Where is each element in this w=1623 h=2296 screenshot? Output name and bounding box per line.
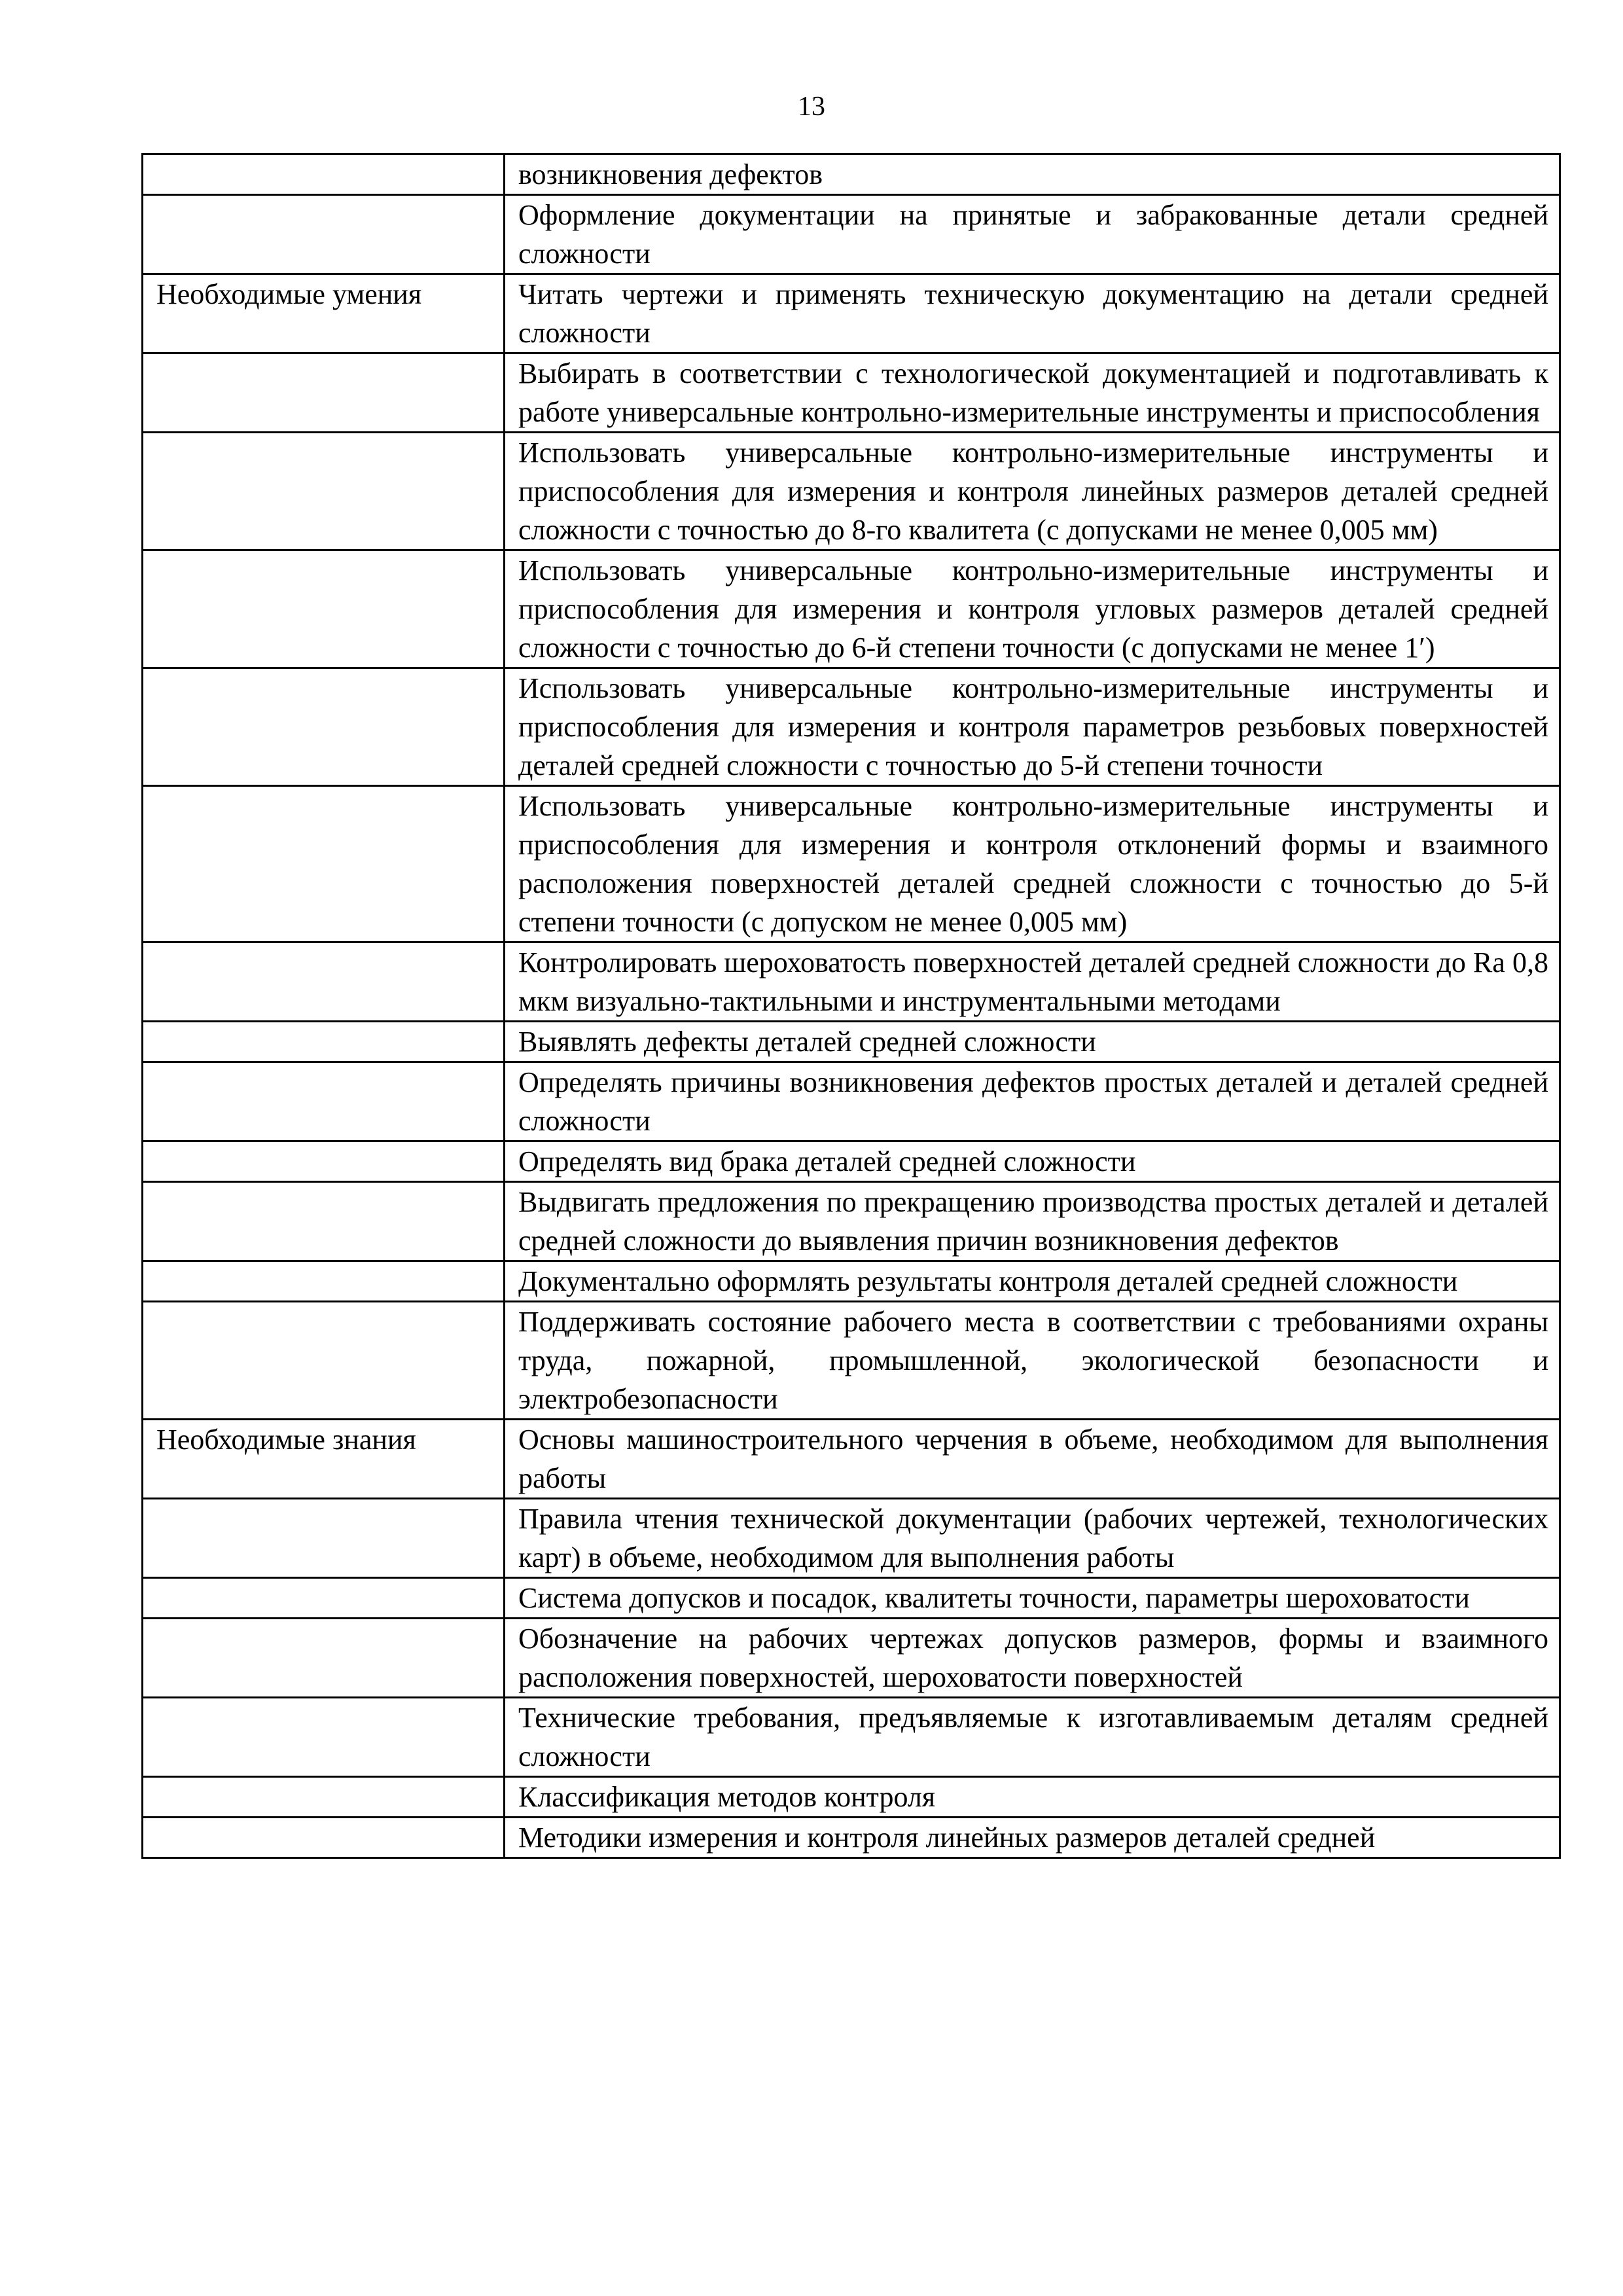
row-label [143, 1619, 505, 1698]
row-label [143, 942, 505, 1022]
row-text: Документально оформлять результаты контроля деталей средней сложности [505, 1261, 1560, 1302]
row-label [143, 1141, 505, 1182]
row-text: Использовать универсальные контрольно-измерительные инструменты и приспособления для измерения и контроля отклонений формы и взаимного расположения поверхностей деталей средней сложности с точностью до 5-й степени точности (с допуском не менее 0,005 мм) [505, 786, 1560, 942]
table-row [143, 1619, 1560, 1698]
row-text: Использовать универсальные контрольно-измерительные инструменты и приспособления для измерения и контроля линейных размеров деталей средней сложности с точностью до 8-го квалитета (с допусками не менее 0,005 мм) [505, 433, 1560, 550]
row-text: Правила чтения технической документации (рабочих чертежей, технологических карт) в объеме, необходимом для выполнения работы [505, 1499, 1560, 1578]
table-row [143, 1022, 1560, 1062]
table-row [143, 1499, 1560, 1578]
table-row [143, 668, 1560, 786]
row-label [143, 433, 505, 550]
row-label [143, 1182, 505, 1261]
table-row [143, 550, 1560, 668]
row-label [143, 1777, 505, 1818]
row-label [143, 1578, 505, 1619]
row-text: Основы машиностроительного черчения в объеме, необходимом для выполнения работы [505, 1420, 1560, 1499]
row-text: Определять причины возникновения дефектов простых деталей и деталей средней сложности [505, 1062, 1560, 1141]
row-label [143, 195, 505, 274]
table-row [143, 433, 1560, 550]
row-label [143, 1261, 505, 1302]
row-text: Определять вид брака деталей средней сложности [505, 1141, 1560, 1182]
row-text: Использовать универсальные контрольно-измерительные инструменты и приспособления для измерения и контроля угловых размеров деталей средней сложности с точностью до 6-й степени точности (с допусками не менее 1′) [505, 550, 1560, 668]
row-text: Обозначение на рабочих чертежах допусков размеров, формы и взаимного расположения поверхностей, шероховатости поверхностей [505, 1619, 1560, 1698]
table-row [143, 942, 1560, 1022]
row-label [143, 1022, 505, 1062]
row-text: Методики измерения и контроля линейных размеров деталей средней [505, 1818, 1560, 1858]
row-label [143, 1698, 505, 1777]
table-row [143, 1777, 1560, 1818]
row-label [143, 786, 505, 942]
row-label [143, 668, 505, 786]
row-text: Выбирать в соответствии с технологической документацией и подготавливать к работе универсальные контрольно-измерительные инструменты и приспособления [505, 353, 1560, 433]
table-row [143, 1261, 1560, 1302]
row-text: Технические требования, предъявляемые к изготавливаемым деталям средней сложности [505, 1698, 1560, 1777]
table-row [143, 1182, 1560, 1261]
table-row [143, 1818, 1560, 1858]
table-row [143, 1062, 1560, 1141]
row-text: Выявлять дефекты деталей средней сложности [505, 1022, 1560, 1062]
row-label [143, 154, 505, 195]
table-row [143, 1578, 1560, 1619]
row-text: Выдвигать предложения по прекращению производства простых деталей и деталей средней сложности до выявления причин возникновения дефектов [505, 1182, 1560, 1261]
table-row [143, 353, 1560, 433]
table-row [143, 1141, 1560, 1182]
row-text: Контролировать шероховатость поверхностей деталей средней сложности до Ra 0,8 мкм визуально-тактильными и инструментальными методами [505, 942, 1560, 1022]
row-text: возникновения дефектов [505, 154, 1560, 195]
table-row [143, 195, 1560, 274]
requirements-table [141, 153, 1561, 1859]
page-number: 13 [798, 92, 825, 122]
row-text: Использовать универсальные контрольно-измерительные инструменты и приспособления для измерения и контроля параметров резьбовых поверхностей деталей средней сложности с точностью до 5-й степени точности [505, 668, 1560, 786]
row-label [143, 550, 505, 668]
row-label [143, 1818, 505, 1858]
row-label [143, 1302, 505, 1420]
row-label [143, 1062, 505, 1141]
row-text: Оформление документации на принятые и забракованные детали средней сложности [505, 195, 1560, 274]
section-label-knowledge: Необходимые знания [143, 1420, 505, 1499]
table-row [143, 1698, 1560, 1777]
section-label-skills: Необходимые умения [143, 274, 505, 353]
row-text: Поддерживать состояние рабочего места в соответствии с требованиями охраны труда, пожарной, промышленной, экологической безопасности и электробезопасности [505, 1302, 1560, 1420]
row-text: Классификация методов контроля [505, 1777, 1560, 1818]
row-text: Система допусков и посадок, квалитеты точности, параметры шероховатости [505, 1578, 1560, 1619]
table-row [143, 154, 1560, 195]
table-row [143, 1302, 1560, 1420]
table-row [143, 1420, 1560, 1499]
row-text: Читать чертежи и применять техническую документацию на детали средней сложности [505, 274, 1560, 353]
table-row [143, 274, 1560, 353]
table-row [143, 786, 1560, 942]
row-label [143, 1499, 505, 1578]
row-label [143, 353, 505, 433]
